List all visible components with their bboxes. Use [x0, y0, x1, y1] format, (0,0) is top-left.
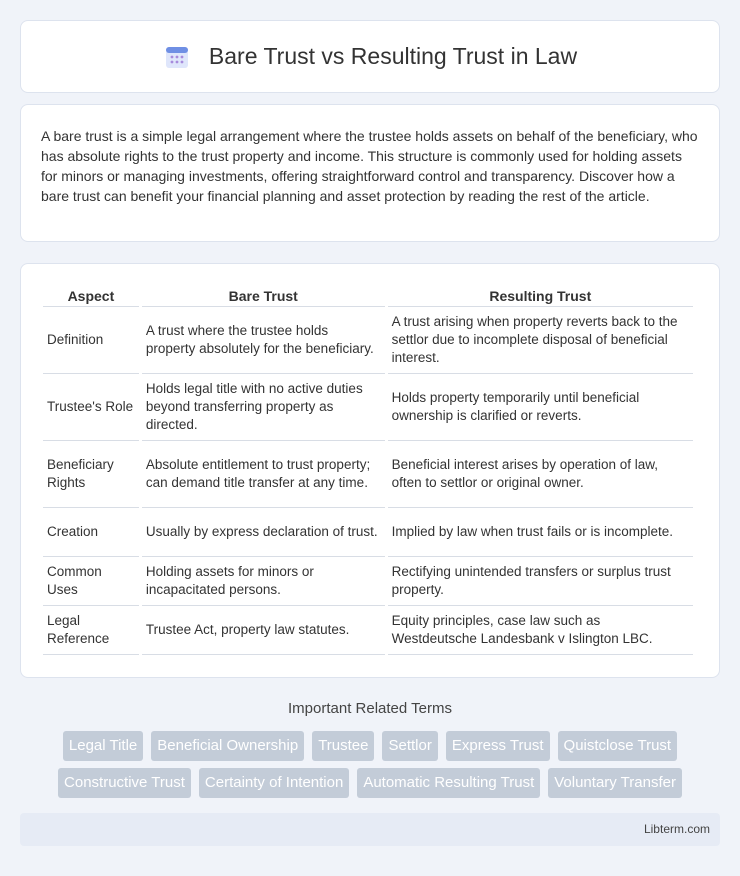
row-resulting-trust: Holds property temporarily until beneficial ownership is clarified or reverts. — [388, 374, 693, 441]
row-resulting-trust: Implied by law when trust fails or is incomplete. — [388, 508, 693, 557]
table-row — [43, 557, 693, 606]
row-bare-trust: Usually by express declaration of trust. — [142, 508, 385, 557]
row-aspect: Beneficiary Rights — [43, 441, 139, 508]
table-row — [43, 508, 693, 557]
intro-card — [20, 104, 720, 242]
row-resulting-trust: Beneficial interest arises by operation of law, often to settlor or original owner. — [388, 441, 693, 508]
tag-trustee[interactable]: Trustee — [312, 731, 374, 761]
row-resulting-trust: A trust arising when property reverts back to the settlor due to incomplete disposal of beneficial interest. — [388, 307, 693, 374]
row-bare-trust: Trustee Act, property law statutes. — [142, 606, 385, 655]
row-resulting-trust: Equity principles, case law such as Westdeutsche Landesbank v Islington LBC. — [388, 606, 693, 655]
header-resulting-trust: Resulting Trust — [388, 284, 693, 307]
footer — [20, 813, 720, 846]
table-row — [43, 441, 693, 508]
header-bare-trust: Bare Trust — [142, 284, 385, 307]
row-aspect: Trustee's Role — [43, 374, 139, 441]
row-bare-trust: Holding assets for minors or incapacitated persons. — [142, 557, 385, 606]
tag-certainty-of-intention[interactable]: Certainty of Intention — [199, 768, 349, 798]
table-row — [43, 374, 693, 441]
related-terms-heading: Important Related Terms — [288, 700, 452, 717]
title-card — [20, 20, 720, 93]
tag-express-trust[interactable]: Express Trust — [446, 731, 550, 761]
tag-settlor[interactable]: Settlor — [382, 731, 437, 761]
comparison-table — [40, 284, 696, 655]
page-title: Bare Trust vs Resulting Trust in Law — [208, 43, 578, 69]
row-bare-trust: Absolute entitlement to trust property; can demand title transfer at any time. — [142, 441, 385, 508]
row-bare-trust: Holds legal title with no active duties beyond transferring property as directed. — [142, 374, 385, 441]
tag-automatic-resulting-trust[interactable]: Automatic Resulting Trust — [357, 768, 540, 798]
table-row — [43, 307, 693, 374]
tag-quistclose-trust[interactable]: Quistclose Trust — [558, 731, 678, 761]
tag-legal-title[interactable]: Legal Title — [63, 731, 143, 761]
table-row — [43, 606, 693, 655]
row-aspect: Definition — [43, 307, 139, 374]
tag-beneficial-ownership[interactable]: Beneficial Ownership — [151, 731, 304, 761]
calendar-icon — [163, 43, 191, 71]
table-header-row — [43, 284, 693, 307]
header-aspect: Aspect — [43, 284, 139, 307]
row-aspect: Creation — [43, 508, 139, 557]
row-aspect: Common Uses — [43, 557, 139, 606]
comparison-card — [20, 263, 720, 678]
intro-text: A bare trust is a simple legal arrangement where the trustee holds assets on behalf of the beneficiary, who has absolute rights to the trust property and income. This structure is commonly used for holding assets for minors or managing investments, offering straightforward control and transparency. Discover how a bare trust can benefit your financial planning and asset protection by reading the rest of the article. — [41, 128, 698, 204]
tag-constructive-trust[interactable]: Constructive Trust — [58, 768, 191, 798]
row-resulting-trust: Rectifying unintended transfers or surplus trust property. — [388, 557, 693, 606]
row-bare-trust: A trust where the trustee holds property absolutely for the beneficiary. — [142, 307, 385, 374]
row-aspect: Legal Reference — [43, 606, 139, 655]
footer-site-link[interactable]: Libterm.com — [643, 822, 710, 836]
tag-voluntary-transfer[interactable]: Voluntary Transfer — [548, 768, 682, 798]
related-terms-list — [20, 731, 720, 798]
